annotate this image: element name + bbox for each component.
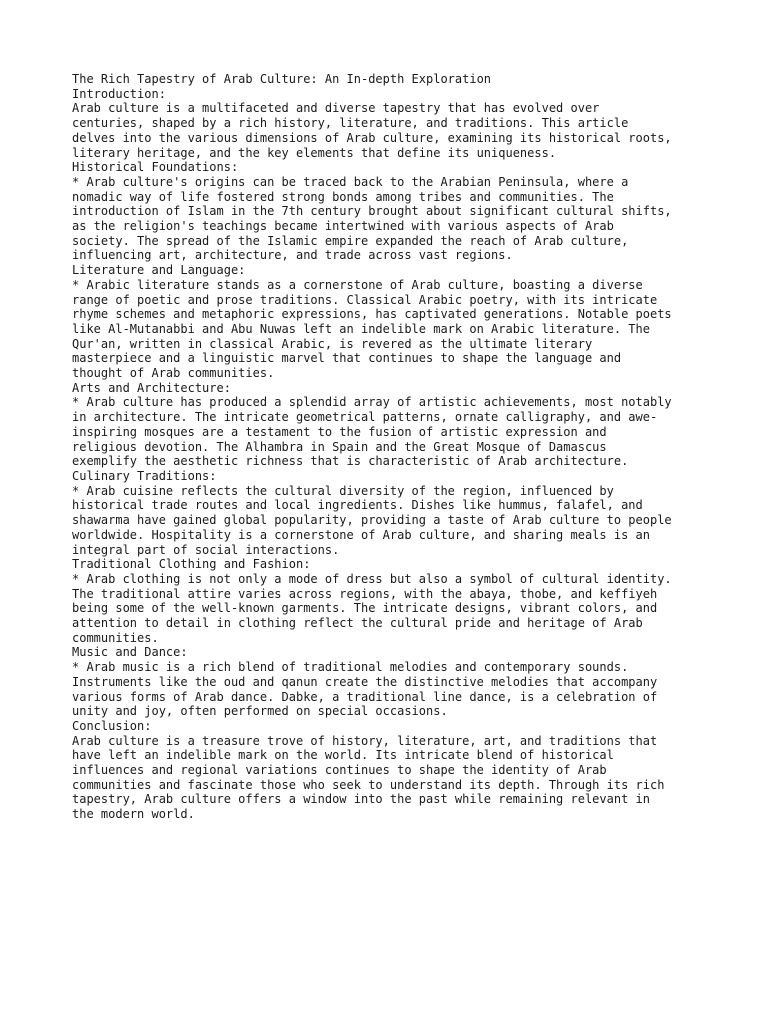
text-line: being some of the well-known garments. The intricate designs, vibrant colors, and: [72, 601, 658, 616]
text-line: integral part of social interactions.: [72, 542, 340, 557]
text-line: Instruments like the oud and qanun create the distinctive melodies that accompany: [72, 674, 658, 689]
text-line: Arab culture is a multifaceted and diverse tapestry that has evolved over: [72, 101, 600, 116]
text-line: communities.: [72, 630, 159, 645]
text-line: have left an indelible mark on the world. Its intricate blend of historical: [72, 748, 614, 763]
text-line: * Arab culture's origins can be traced back to the Arabian Peninsula, where a: [72, 174, 629, 189]
text-line: influencing art, architecture, and trade across vast regions.: [72, 248, 513, 263]
text-line: tapestry, Arab culture offers a window into the past while remaining relevant in: [72, 792, 650, 807]
text-line: introduction of Islam in the 7th century brought about significant cultural shifts,: [72, 204, 672, 219]
text-line: worldwide. Hospitality is a cornerstone of Arab culture, and sharing meals is an: [72, 527, 650, 542]
text-line: attention to detail in clothing reflect the cultural pride and heritage of Arab: [72, 616, 643, 631]
text-line: literary heritage, and the key elements that define its uniqueness.: [72, 145, 557, 160]
text-line: communities and fascinate those who seek to understand its depth. Through its rich: [72, 777, 665, 792]
section-heading-culinary-traditions: Culinary Traditions:: [72, 468, 217, 483]
text-line: * Arab clothing is not only a mode of dress but also a symbol of cultural identity.: [72, 571, 672, 586]
text-line: the modern world.: [72, 807, 195, 822]
text-line: shawarma have gained global popularity, providing a taste of Arab culture to people: [72, 513, 672, 528]
text-line: The traditional attire varies across regions, with the abaya, thobe, and keffiyeh: [72, 586, 658, 601]
text-line: delves into the various dimensions of Arab culture, examining its historical roots,: [72, 130, 672, 145]
section-heading-arts-and-architecture: Arts and Architecture:: [72, 380, 231, 395]
text-line: inspiring mosques are a testament to the fusion of artistic expression and: [72, 424, 607, 439]
section-heading-music-and-dance: Music and Dance:: [72, 645, 188, 660]
text-line: historical trade routes and local ingredients. Dishes like hummus, falafel, and: [72, 498, 643, 513]
document-title: The Rich Tapestry of Arab Culture: An In-depth Exploration: [72, 72, 492, 86]
text-line: * Arab cuisine reflects the cultural diversity of the region, influenced by: [72, 483, 614, 498]
section-heading-traditional-clothing: Traditional Clothing and Fashion:: [72, 557, 311, 572]
text-line: rhyme schemes and metaphoric expressions, has captivated generations. Notable poets: [72, 307, 672, 322]
text-line: unity and joy, often performed on special occasions.: [72, 704, 448, 719]
section-heading-historical-foundations: Historical Foundations:: [72, 160, 239, 175]
text-line: centuries, shaped by a rich history, literature, and traditions. This article: [72, 116, 629, 131]
text-line: like Al-Mutanabbi and Abu Nuwas left an indelible mark on Arabic literature. The: [72, 321, 650, 336]
text-line: * Arabic literature stands as a cornerstone of Arab culture, boasting a diverse: [72, 277, 643, 292]
text-line: influences and regional variations continues to shape the identity of Arab: [72, 763, 607, 778]
text-line: various forms of Arab dance. Dabke, a traditional line dance, is a celebration of: [72, 689, 658, 704]
text-line: range of poetic and prose traditions. Classical Arabic poetry, with its intricate: [72, 292, 658, 307]
section-heading-literature-and-language: Literature and Language:: [72, 263, 246, 278]
section-heading-conclusion: Conclusion:: [72, 718, 152, 733]
text-line: society. The spread of the Islamic empire expanded the reach of Arab culture,: [72, 233, 629, 248]
text-line: nomadic way of life fostered strong bonds among tribes and communities. The: [72, 189, 614, 204]
text-line: in architecture. The intricate geometrical patterns, ornate calligraphy, and awe-: [72, 410, 658, 425]
text-line: * Arab culture has produced a splendid array of artistic achievements, most notably: [72, 395, 672, 410]
text-line: religious devotion. The Alhambra in Spain and the Great Mosque of Damascus: [72, 439, 607, 454]
text-line: Arab culture is a treasure trove of history, literature, art, and traditions that: [72, 733, 658, 748]
text-line: as the religion's teachings became intertwined with various aspects of Arab: [72, 219, 614, 234]
text-line: exemplify the aesthetic richness that is characteristic of Arab architecture.: [72, 454, 629, 469]
section-heading-introduction: Introduction:: [72, 86, 166, 101]
text-line: thought of Arab communities.: [72, 366, 275, 381]
text-line: Qur'an, written in classical Arabic, is revered as the ultimate literary: [72, 336, 593, 351]
text-line: * Arab music is a rich blend of traditional melodies and contemporary sounds.: [72, 660, 629, 675]
text-line: masterpiece and a linguistic marvel that continues to shape the language and: [72, 351, 622, 366]
document-body: [72, 72, 712, 822]
